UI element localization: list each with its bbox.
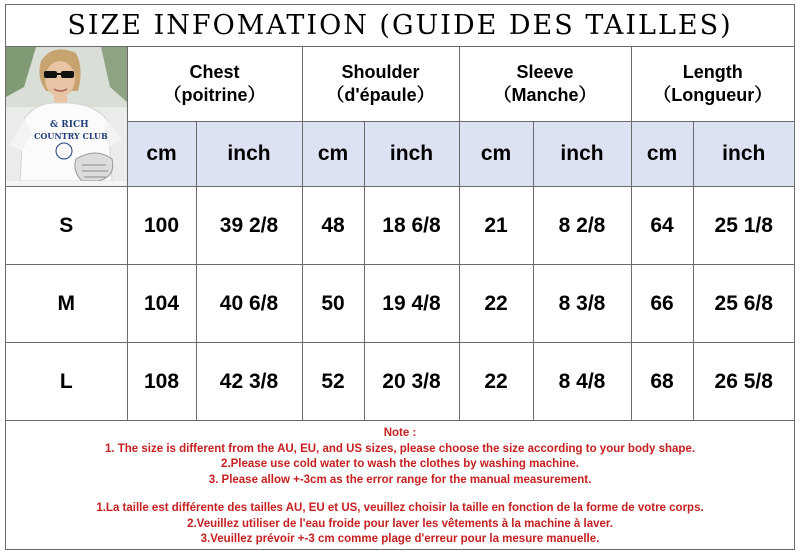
note-line-en-3: 3. Please allow +-3cm as the error range for the manual measurement. <box>208 473 592 486</box>
size-table <box>6 47 794 421</box>
chest-inch-value: 39 2/8 <box>196 187 302 265</box>
note-line-fr-1: 1.La taille est différente des tailles AU, EU et US, veuillez choisir la taille en fonction de la forme de votre corps. <box>96 502 704 515</box>
chest-cm-value: 104 <box>127 265 196 343</box>
column-header-length: Length （Longueur） <box>631 47 794 122</box>
chart-title: SIZE INFOMATION (GUIDE DES TAILLES) <box>6 5 794 47</box>
unit-length-inch: inch <box>693 122 794 187</box>
size-label: M <box>6 265 127 343</box>
model-photo-illustration <box>6 47 127 181</box>
column-header-sleeve: Sleeve （Manche） <box>459 47 631 122</box>
length-cm-value: 64 <box>631 187 693 265</box>
shirt-print-text: & RICH <box>50 120 89 130</box>
note-section <box>6 421 794 548</box>
chest-inch-value: 40 6/8 <box>196 265 302 343</box>
sleeve-cm-value: 22 <box>459 265 533 343</box>
shoulder-inch-value: 20 3/8 <box>364 343 459 421</box>
unit-chest-inch: inch <box>196 122 302 187</box>
shoulder-cm-value: 48 <box>302 187 364 265</box>
size-label: S <box>6 187 127 265</box>
note-line-fr-2: 2.Veuillez utiliser de l'eau froide pour laver les vêtements à la machine à laver. <box>187 517 613 530</box>
note-heading: Note : <box>383 427 417 439</box>
unit-chest-cm: cm <box>127 122 196 187</box>
size-chart <box>5 4 795 550</box>
chest-cm-value: 108 <box>127 343 196 421</box>
length-inch-value: 25 1/8 <box>693 187 794 265</box>
sleeve-inch-value: 8 4/8 <box>533 343 631 421</box>
unit-shoulder-inch: inch <box>364 122 459 187</box>
table-row-s <box>6 187 794 265</box>
chest-inch-value: 42 3/8 <box>196 343 302 421</box>
unit-length-cm: cm <box>631 122 693 187</box>
unit-sleeve-inch: inch <box>533 122 631 187</box>
note-line-en-1: 1. The size is different from the AU, EU, and US sizes, please choose the size according to your body shape. <box>104 442 696 455</box>
sleeve-cm-value: 22 <box>459 343 533 421</box>
note-line-en-2: 2.Please use cold water to wash the clothes by washing machine. <box>221 458 579 471</box>
shoulder-inch-value: 19 4/8 <box>364 265 459 343</box>
model-photo <box>6 47 127 187</box>
unit-sleeve-cm: cm <box>459 122 533 187</box>
table-row-m <box>6 265 794 343</box>
table-row-l <box>6 343 794 421</box>
shoulder-cm-value: 50 <box>302 265 364 343</box>
column-header-shoulder: Shoulder （d'épaule） <box>302 47 459 122</box>
note-line-fr-3: 3.Veuillez prévoir +-3 cm comme plage d'erreur pour la mesure manuelle. <box>200 533 600 546</box>
shoulder-inch-value: 18 6/8 <box>364 187 459 265</box>
shoulder-cm-value: 52 <box>302 343 364 421</box>
size-label: L <box>6 343 127 421</box>
column-header-chest: Chest （poitrine） <box>127 47 302 122</box>
length-cm-value: 68 <box>631 343 693 421</box>
unit-shoulder-cm: cm <box>302 122 364 187</box>
length-cm-value: 66 <box>631 265 693 343</box>
chest-cm-value: 100 <box>127 187 196 265</box>
sleeve-inch-value: 8 2/8 <box>533 187 631 265</box>
length-inch-value: 26 5/8 <box>693 343 794 421</box>
sleeve-cm-value: 21 <box>459 187 533 265</box>
length-inch-value: 25 6/8 <box>693 265 794 343</box>
sleeve-inch-value: 8 3/8 <box>533 265 631 343</box>
svg-text:COUNTRY CLUB: COUNTRY CLUB <box>34 131 108 141</box>
